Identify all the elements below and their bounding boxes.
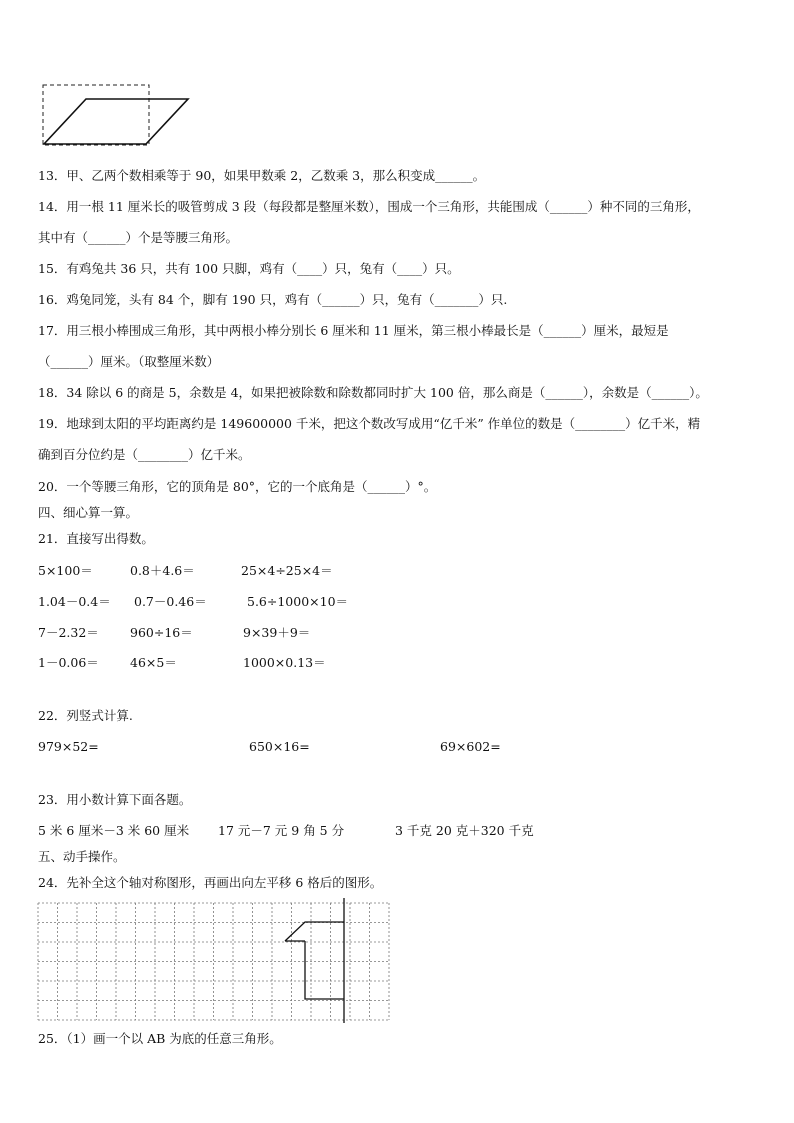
decimal-calc-item: 3 千克 20 克＋320 千克 [395,823,534,838]
dotted-grid [38,903,389,1020]
calc-item: 46×5＝ [130,655,177,670]
question-16: 16．鸡兔同笼，头有 84 个，脚有 190 只，鸡有（______）只，兔有（_______）只. [38,292,508,307]
decimal-calc-item: 5 米 6 厘米－3 米 60 厘米 [38,823,190,838]
question-13: 13．甲、乙两个数相乘等于 90，如果甲数乘 2，乙数乘 3，那么积变成______。 [38,168,486,183]
calc-item: 25×4÷25×4＝ [241,563,333,578]
question-14-line2: 其中有（______）个是等腰三角形。 [38,230,239,245]
question-20: 20．一个等腰三角形，它的顶角是 80°，它的一个底角是（______）°。 [38,479,437,494]
question-17-line2: （______）厘米。（取整厘米数） [38,354,220,369]
parallelogram-figure [38,80,198,150]
question-14-line1: 14．用一根 11 厘米长的吸管剪成 3 段（每段都是整厘米数），围成一个三角形，共能围成（______）种不同的三角形， [38,199,700,214]
vertical-calc-item: 650×16= [249,739,310,754]
vertical-calc-item: 69×602= [440,739,501,754]
dashed-rectangle [43,85,149,145]
question-17-line1: 17．用三根小棒围成三角形，其中两根小棒分别长 6 厘米和 11 厘米，第三根小棒最长是（______）厘米，最短是 [38,323,669,338]
calc-item: 0.7－0.46＝ [134,594,207,609]
question-19-line1: 19．地球到太阳的平均距离约是 149600000 千米，把这个数改写成用“亿千米” 作单位的数是（________）亿千米，精 [38,416,701,431]
calc-item: 7－2.32＝ [38,625,99,640]
question-25: 25．（1）画一个以 AB 为底的任意三角形。 [38,1031,282,1046]
question-22: 22．列竖式计算. [38,708,133,723]
vertical-calc-item: 979×52= [38,739,99,754]
question-23: 23．用小数计算下面各题。 [38,792,192,807]
calc-item: 1000×0.13＝ [243,655,326,670]
calc-item: 9×39＋9＝ [243,625,311,640]
calc-item: 5×100＝ [38,563,93,578]
question-18: 18．34 除以 6 的商是 5，余数是 4，如果把被除数和除数都同时扩大 100 倍，那么商是（______），余数是（______）。 [38,385,708,400]
calc-item: 1－0.06＝ [38,655,99,670]
question-19-line2: 确到百分位约是（________）亿千米。 [38,447,251,462]
calc-item: 960÷16＝ [130,625,193,640]
calc-item: 1.04－0.4＝ [38,594,111,609]
calc-item: 0.8＋4.6＝ [130,563,195,578]
parallelogram-shape [44,99,188,144]
decimal-calc-item: 17 元－7 元 9 角 5 分 [218,823,345,838]
question-21: 21．直接写出得数。 [38,531,154,546]
calc-item: 5.6÷1000×10＝ [247,594,349,609]
half-shape [285,922,344,941]
section-4-heading: 四、细心算一算。 [38,505,139,520]
section-5-heading: 五、动手操作。 [38,849,126,864]
question-15: 15．有鸡兔共 36 只，共有 100 只脚，鸡有（____）只，兔有（____）只。 [38,261,460,276]
grid-figure [36,896,406,1024]
half-shape-body [305,941,344,999]
question-24: 24．先补全这个轴对称图形，再画出向左平移 6 格后的图形。 [38,875,383,890]
